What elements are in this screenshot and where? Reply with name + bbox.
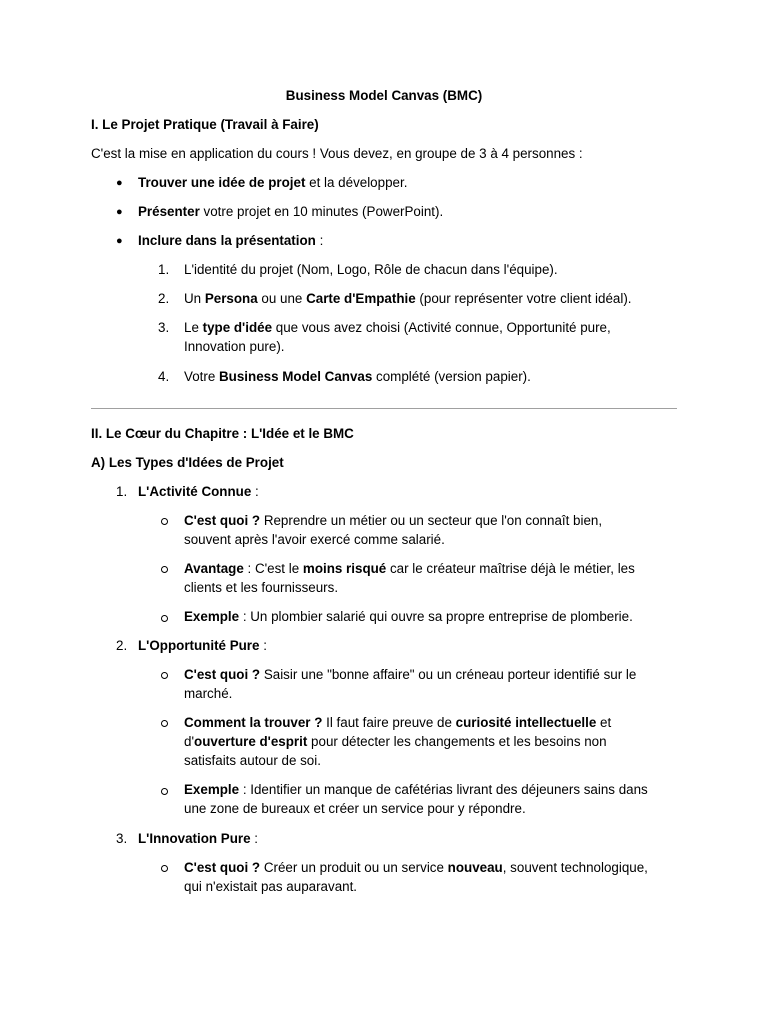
numbered-item: Votre Business Model Canvas complété (version papier). (184, 369, 531, 384)
list-number: 3. (116, 831, 128, 846)
sub-item-cont: souvent après l'avoir exercé comme salarié. (184, 532, 445, 547)
bullet-icon: ● (116, 177, 123, 189)
list-number: 1. (116, 484, 128, 499)
numbered-item: Un Persona ou une Carte d'Empathie (pour représenter votre client idéal). (184, 291, 632, 306)
sub-item: Exemple : Un plombier salarié qui ouvre sa propre entreprise de plomberie. (184, 609, 633, 624)
sub-item-cont: d'ouverture d'esprit pour détecter les changements et les besoins non (184, 734, 607, 749)
horizontal-rule (91, 408, 677, 409)
sub-item: Avantage : C'est le moins risqué car le créateur maîtrise déjà le métier, les (184, 561, 635, 576)
list-number: 1. (158, 262, 170, 277)
section2-heading: II. Le Cœur du Chapitre : L'Idée et le BMC (91, 426, 354, 441)
numbered-item: Le type d'idée que vous avez choisi (Activité connue, Opportunité pure, (184, 320, 611, 335)
type-title: L'Activité Connue : (138, 484, 259, 499)
section1-heading: I. Le Projet Pratique (Travail à Faire) (91, 117, 319, 132)
bullet-item: Inclure dans la présentation : (138, 233, 324, 248)
list-number: 3. (158, 320, 170, 335)
type-title: L'Opportunité Pure : (138, 638, 267, 653)
document-title: Business Model Canvas (BMC) (285, 88, 483, 103)
list-number: 2. (116, 638, 128, 653)
bullet-item: Trouver une idée de projet et la développer. (138, 175, 408, 190)
sub-item: C'est quoi ? Reprendre un métier ou un secteur que l'on connaît bien, (184, 513, 603, 528)
sub-item: Exemple : Identifier un manque de cafétérias livrant des déjeuners sains dans (184, 782, 648, 797)
bullet-icon: ● (116, 235, 123, 247)
section2-subheading: A) Les Types d'Idées de Projet (91, 455, 284, 470)
circle-bullet-icon (161, 518, 168, 525)
list-number: 4. (158, 369, 170, 384)
sub-item: Comment la trouver ? Il faut faire preuve de curiosité intellectuelle et (184, 715, 612, 730)
type-title: L'Innovation Pure : (138, 831, 258, 846)
sub-item-cont: une zone de bureaux et créer un service pour y répondre. (184, 801, 526, 816)
circle-bullet-icon (161, 788, 168, 795)
circle-bullet-icon (161, 720, 168, 727)
circle-bullet-icon (161, 865, 168, 872)
sub-item: C'est quoi ? Saisir une "bonne affaire" ou un créneau porteur identifié sur le (184, 667, 637, 682)
numbered-item: L'identité du projet (Nom, Logo, Rôle de chacun dans l'équipe). (184, 262, 558, 277)
circle-bullet-icon (161, 566, 168, 573)
bullet-icon: ● (116, 206, 123, 218)
circle-bullet-icon (161, 615, 168, 622)
section1-intro: C'est la mise en application du cours ! Vous devez, en groupe de 3 à 4 personnes : (91, 146, 583, 161)
circle-bullet-icon (161, 672, 168, 679)
bullet-item: Présenter votre projet en 10 minutes (PowerPoint). (138, 204, 444, 219)
sub-item-cont: clients et les fournisseurs. (184, 580, 339, 595)
numbered-item-cont: Innovation pure). (184, 339, 285, 354)
sub-item-cont: marché. (184, 686, 233, 701)
list-number: 2. (158, 291, 170, 306)
sub-item-cont: qui n'existait pas auparavant. (184, 879, 358, 894)
sub-item-cont: satisfaits autour de soi. (184, 753, 321, 768)
sub-item: C'est quoi ? Créer un produit ou un service nouveau, souvent technologique, (184, 860, 648, 875)
